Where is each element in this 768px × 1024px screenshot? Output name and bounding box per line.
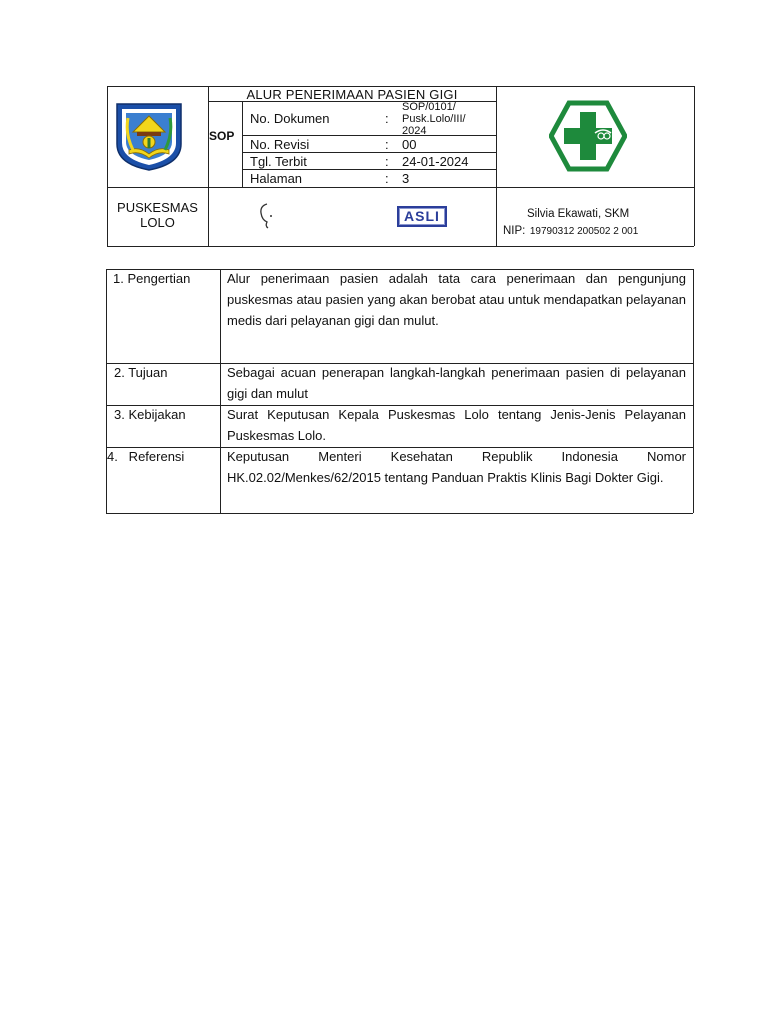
- page-label: Halaman: [250, 171, 303, 186]
- nip-value: 19790312 200502 2 001: [529, 226, 639, 237]
- doc-number-label: No. Dokumen: [250, 111, 330, 126]
- sop-label: SOP: [209, 129, 235, 143]
- doc-number-value: SOP/0101/ Pusk.Lolo/III/ 2024: [402, 101, 466, 137]
- section-label-pengertian: 1. Pengertian: [113, 271, 191, 286]
- revision-colon: :: [385, 137, 389, 152]
- section-label-kebijakan: 3. Kebijakan: [114, 407, 186, 422]
- issue-date-label: Tgl. Terbit: [250, 154, 307, 169]
- issue-date-colon: :: [385, 154, 389, 169]
- asli-stamp: ASLI: [397, 206, 447, 227]
- nip-label: NIP:: [503, 225, 526, 237]
- section-label-tujuan: 2. Tujuan: [114, 365, 168, 380]
- regency-crest-logo: [113, 98, 185, 172]
- section-text-referensi: Keputusan Menteri Kesehatan Republik Indonesia Nomor HK.02.02/Menkes/62/2015 tentang Panduan Praktis Klinis Bagi Dokter Gigi.: [227, 449, 686, 485]
- page-value: 3: [402, 171, 410, 186]
- revision-value: 00: [402, 137, 417, 152]
- section-text-tujuan: Sebagai acuan penerapan langkah-langkah penerimaan pasien di pelayanan gigi dan mulut: [227, 365, 686, 401]
- section-text-pengertian: Alur penerimaan pasien adalah tata cara penerimaan dan pengunjung puskesmas atau pasien yang akan berobat atau untuk mendapatkan pelayanan medis dari pelayanan gigi dan mulut.: [227, 271, 686, 328]
- puskesmas-logo: [549, 100, 627, 172]
- section-text-kebijakan: Surat Keputusan Kepala Puskesmas Lolo tentang Jenis-Jenis Pelayanan Puskesmas Lolo.: [227, 407, 686, 443]
- section-label-referensi: 4. Referensi: [107, 449, 185, 464]
- signatory-name: Silvia Ekawati, SKM: [527, 208, 630, 220]
- revision-label: No. Revisi: [250, 137, 310, 152]
- document-title: ALUR PENERIMAAN PASIEN GIGI: [246, 87, 458, 102]
- issue-date-value: 24-01-2024: [402, 154, 469, 169]
- doc-number-colon: :: [385, 111, 389, 126]
- signature-mark: [255, 200, 281, 230]
- institution-name: PUSKESMAS LOLO: [117, 200, 198, 230]
- nip-line: [503, 221, 638, 239]
- page-colon: :: [385, 171, 389, 186]
